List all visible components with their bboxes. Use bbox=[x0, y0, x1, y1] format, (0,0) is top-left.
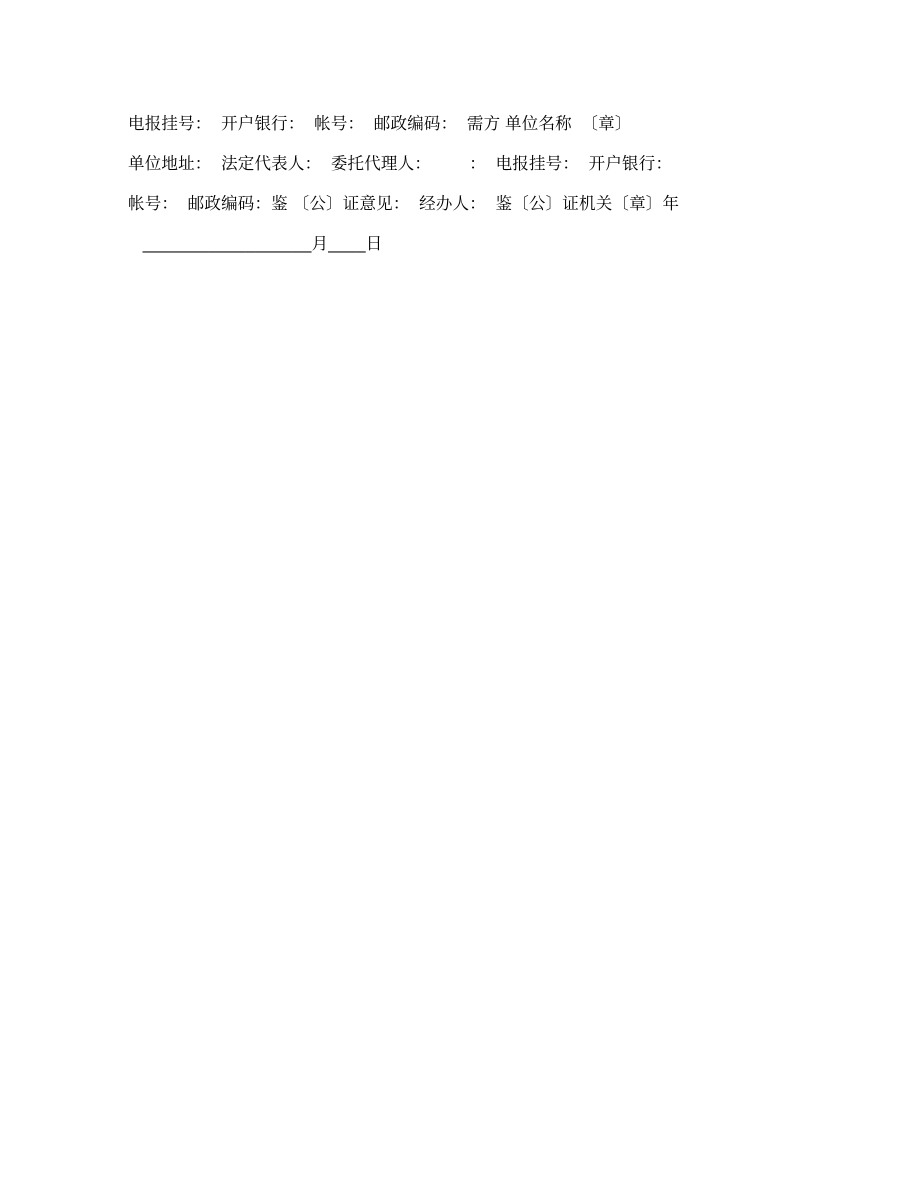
document-paragraph: 帐号： 邮政编码：鉴 〔公〕证意见： 经办人： 鉴〔公〕证机关〔章〕年 bbox=[128, 195, 680, 213]
document-paragraph: 单位地址： 法定代表人： 委托代理人： ： 电报挂号： 开户银行： bbox=[128, 155, 673, 173]
document-paragraph: __________________月____日 bbox=[138, 235, 383, 253]
document-paragraph: 电报挂号： 开户银行： 帐号： 邮政编码： 需方 单位名称 〔章〕 bbox=[128, 115, 632, 133]
document-text-body bbox=[128, 104, 792, 264]
